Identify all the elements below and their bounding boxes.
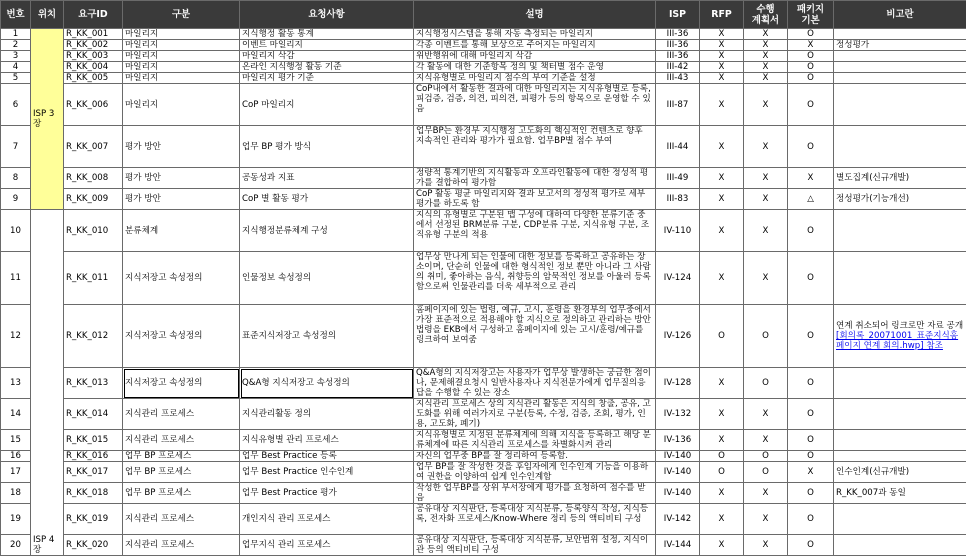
cell-plan[interactable]: X bbox=[744, 84, 788, 126]
table-row bbox=[1, 40, 966, 51]
cell-isp[interactable]: III-87 bbox=[656, 84, 700, 126]
cell-package[interactable]: O bbox=[788, 430, 834, 451]
cell-number[interactable]: 15 bbox=[1, 430, 31, 451]
cell-plan[interactable]: X bbox=[744, 535, 788, 556]
cell-note[interactable] bbox=[834, 535, 966, 556]
cell-category[interactable]: 업무 BP 프로세스 bbox=[123, 451, 240, 462]
header-category[interactable]: 구분 bbox=[123, 1, 240, 29]
cell-plan[interactable]: O bbox=[744, 451, 788, 462]
cell-req-id[interactable]: R_KK_001 bbox=[64, 29, 123, 40]
note-text: 별도집계(신규개발) bbox=[836, 173, 910, 183]
cell-request[interactable]: 이벤트 마일리지 bbox=[240, 40, 414, 51]
cell-rfp[interactable]: X bbox=[700, 368, 744, 399]
cell-req-id[interactable]: R_KK_005 bbox=[64, 73, 123, 84]
cell-isp[interactable]: IV-142 bbox=[656, 504, 700, 535]
cell-isp[interactable]: III-36 bbox=[656, 29, 700, 40]
description-text: 지식유형별로 마일리지 점수의 부여 기준을 설정 bbox=[416, 73, 596, 83]
cell-request[interactable]: 인물정보 속성정의 bbox=[240, 252, 414, 305]
cell-isp[interactable]: IV-110 bbox=[656, 210, 700, 252]
cell-description[interactable] bbox=[414, 168, 656, 189]
cell-package[interactable]: O bbox=[788, 451, 834, 462]
cell-req-id[interactable]: R_KK_011 bbox=[64, 252, 123, 305]
description-text: 업무BP는 환경부 지식행정 고도화의 핵심적인 컨텐츠로 향후 지속적인 관리와 평가가 필요함. 업무BP별 점수 부여 bbox=[416, 126, 643, 146]
cell-package[interactable]: O bbox=[788, 483, 834, 504]
cell-req-id[interactable]: R_KK_017 bbox=[64, 462, 123, 483]
cell-req-id[interactable]: R_KK_020 bbox=[64, 535, 123, 556]
cell-rfp[interactable]: X bbox=[700, 483, 744, 504]
cell-description[interactable] bbox=[414, 210, 656, 252]
cell-number[interactable]: 16 bbox=[1, 451, 31, 462]
cell-package[interactable]: O bbox=[788, 73, 834, 84]
table-row bbox=[1, 504, 966, 535]
cell-category[interactable]: 마일리지 bbox=[123, 84, 240, 126]
cell-request[interactable]: 지식행정분류체계 구성 bbox=[240, 210, 414, 252]
meeting-notes-link[interactable]: [회의록_20071001_표준지식홈페이지 연계 회의.hwp] 참조 bbox=[836, 331, 959, 351]
description-text: 작성한 업무BP를 상위 부서장에게 평가를 요청하여 점수를 받음 bbox=[416, 483, 646, 503]
cell-description[interactable] bbox=[414, 40, 656, 51]
cell-isp[interactable]: IV-140 bbox=[656, 451, 700, 462]
cell-req-id[interactable]: R_KK_003 bbox=[64, 51, 123, 62]
cell-number[interactable]: 11 bbox=[1, 252, 31, 305]
cell-isp[interactable]: III-43 bbox=[656, 73, 700, 84]
cell-number[interactable]: 13 bbox=[1, 368, 31, 399]
note-text: 연계 취소되어 링크로만 자료 공개 bbox=[836, 321, 964, 331]
cell-note[interactable] bbox=[834, 73, 966, 84]
cell-number[interactable]: 12 bbox=[1, 305, 31, 368]
cell-plan[interactable]: O bbox=[744, 305, 788, 368]
table-row bbox=[1, 252, 966, 305]
cell-note[interactable] bbox=[834, 189, 966, 210]
cell-rfp[interactable]: X bbox=[700, 210, 744, 252]
cell-location-isp4[interactable]: ISP 4장 bbox=[31, 210, 64, 556]
cell-note[interactable] bbox=[834, 399, 966, 430]
cell-category[interactable]: 평가 방안 bbox=[123, 168, 240, 189]
cell-description[interactable] bbox=[414, 252, 656, 305]
header-description[interactable]: 설명 bbox=[414, 1, 656, 29]
cell-plan[interactable]: X bbox=[744, 168, 788, 189]
note-text: R_KK_007과 동일 bbox=[836, 488, 906, 498]
header-plan[interactable]: 수행 계획서 bbox=[744, 1, 788, 29]
cell-category[interactable]: 마일리지 bbox=[123, 73, 240, 84]
cell-isp[interactable]: IV-126 bbox=[656, 305, 700, 368]
header-rfp[interactable]: RFP bbox=[700, 1, 744, 29]
cell-request[interactable]: 공동성과 지표 bbox=[240, 168, 414, 189]
description-text: 지식의 유형별로 구분된 맵 구성에 대하여 다양한 분류기준 중에서 선정된 BRM분류 구분, CDP분류 구분, 지식유형 구분, 조직유형 구분의 적용 bbox=[416, 210, 650, 240]
cell-note[interactable] bbox=[834, 210, 966, 252]
cell-package[interactable]: O bbox=[788, 535, 834, 556]
cell-description[interactable] bbox=[414, 189, 656, 210]
cell-note[interactable] bbox=[834, 430, 966, 451]
cell-request[interactable]: 업무 Best Practice 등록 bbox=[240, 451, 414, 462]
cell-number[interactable]: 3 bbox=[1, 51, 31, 62]
cell-number[interactable]: 18 bbox=[1, 483, 31, 504]
description-text: 업무상 만나게 되는 인물에 대한 정보를 등록하고 공유하는 장소이며, 단순히 인물에 대한 형식적인 정보 뿐만 아니라 그 사람의 취미, 좋아하는 음식, 취향등의 암묵적인 정보를 아울러 등록함으로써 인물관리를 더욱 세부적으로 관리 bbox=[416, 252, 651, 292]
cell-req-id[interactable]: R_KK_012 bbox=[64, 305, 123, 368]
note-text: 인수인계(신규개발) bbox=[836, 467, 910, 477]
description-text: 각종 이벤트를 통해 보상으로 주어지는 마일리지 bbox=[416, 40, 596, 50]
cell-category[interactable]: 분류체계 bbox=[123, 210, 240, 252]
cell-category[interactable]: 지식관리 프로세스 bbox=[123, 535, 240, 556]
table-row bbox=[1, 84, 966, 126]
cell-description[interactable] bbox=[414, 126, 656, 168]
cell-number[interactable]: 19 bbox=[1, 504, 31, 535]
cell-req-id[interactable]: R_KK_019 bbox=[64, 504, 123, 535]
cell-package[interactable]: X bbox=[788, 462, 834, 483]
cell-request[interactable]: 업무 BP 평가 방식 bbox=[240, 126, 414, 168]
cell-package[interactable]: O bbox=[788, 305, 834, 368]
cell-category[interactable]: 평가 방안 bbox=[123, 126, 240, 168]
cell-note[interactable] bbox=[834, 305, 966, 368]
description-text: 지식관리 프로세스 상의 지식관리 활동은 지식의 창출, 공유, 고도화를 위해 여러가지로 구분(등록, 수정, 검증, 조회, 평가, 인용, 고도화, 폐기) bbox=[416, 399, 651, 429]
cell-plan[interactable]: X bbox=[744, 40, 788, 51]
cell-description[interactable] bbox=[414, 73, 656, 84]
cell-request[interactable]: 마일리지 삭감 bbox=[240, 51, 414, 62]
cell-category[interactable]: 평가 방안 bbox=[123, 189, 240, 210]
cell-note[interactable] bbox=[834, 29, 966, 40]
cell-note[interactable] bbox=[834, 451, 966, 462]
cell-note[interactable] bbox=[834, 252, 966, 305]
cell-rfp[interactable]: O bbox=[700, 305, 744, 368]
description-text: CoP 활동 평균 마일리지와 결과 보고서의 정성적 평가로 세부 평가를 하도록 함 bbox=[416, 189, 646, 209]
cell-package[interactable]: O bbox=[788, 51, 834, 62]
cell-description[interactable] bbox=[414, 51, 656, 62]
cell-rfp[interactable]: X bbox=[700, 189, 744, 210]
cell-package[interactable]: O bbox=[788, 84, 834, 126]
cell-note[interactable] bbox=[834, 51, 966, 62]
cell-req-id[interactable]: R_KK_018 bbox=[64, 483, 123, 504]
cell-number[interactable]: 14 bbox=[1, 399, 31, 430]
cell-category[interactable]: 업무 BP 프로세스 bbox=[123, 462, 240, 483]
cell-category[interactable]: 마일리지 bbox=[123, 51, 240, 62]
cell-note[interactable] bbox=[834, 483, 966, 504]
table-row bbox=[1, 126, 966, 168]
cell-number[interactable]: 8 bbox=[1, 168, 31, 189]
cell-rfp[interactable]: X bbox=[700, 168, 744, 189]
description-text: Q&A형의 지식저장고는 사용자가 업무상 발생하는 궁금한 점이나, 문제해결요청시 일반사용자나 지식전문가에게 업무질의응답을 수행할 수 있는 장소 bbox=[416, 368, 651, 398]
cell-plan[interactable]: X bbox=[744, 430, 788, 451]
table-row bbox=[1, 51, 966, 62]
cell-request[interactable]: 지식관리활동 정의 bbox=[240, 399, 414, 430]
cell-plan[interactable]: X bbox=[744, 399, 788, 430]
cell-request[interactable]: CoP 별 활동 평가 bbox=[240, 189, 414, 210]
table-row bbox=[1, 62, 966, 73]
cell-description[interactable] bbox=[414, 368, 656, 399]
description-text: 정량적 통계기반의 지식활동과 오프라인활동에 대한 정성적 평가를 결합하여 평가함 bbox=[416, 168, 649, 188]
cell-isp[interactable]: III-42 bbox=[656, 62, 700, 73]
cell-rfp[interactable]: X bbox=[700, 535, 744, 556]
cell-request[interactable]: 업무지식 관리 프로세스 bbox=[240, 535, 414, 556]
description-text: 지식행정시스템을 통해 자동 측정되는 마일리지 bbox=[416, 29, 593, 39]
cell-isp[interactable]: IV-144 bbox=[656, 535, 700, 556]
description-text: 홈페이지에 있는 법령, 예규, 고시, 훈령을 환경부의 업무중에서 가장 표준적으로 적용해야 할 지식으로 정의하고 관리하는 방안 법령을 EKB에서 구성하고 홈페이지에 있는 고시/훈령/예규를 링크하여 보여줌 bbox=[416, 305, 651, 345]
cell-req-id[interactable]: R_KK_013 bbox=[64, 368, 123, 399]
note-text: 정성평가 bbox=[836, 40, 870, 50]
cell-category[interactable]: 업무 BP 프로세스 bbox=[123, 483, 240, 504]
cell-category[interactable]: 지식관리 프로세스 bbox=[123, 399, 240, 430]
cell-plan[interactable]: X bbox=[744, 210, 788, 252]
cell-description[interactable] bbox=[414, 430, 656, 451]
description-text: 업무 BP를 잘 작성한 것을 후임자에게 인수인계 기능을 이용하여 권한을 이양하여 쉽게 인수인계함 bbox=[416, 462, 649, 482]
table-row bbox=[1, 73, 966, 84]
cell-note[interactable] bbox=[834, 62, 966, 73]
cell-category[interactable]: 지식관리 프로세스 bbox=[123, 504, 240, 535]
cell-request[interactable]: 개인지식 관리 프로세스 bbox=[240, 504, 414, 535]
cell-note[interactable] bbox=[834, 40, 966, 51]
table-row bbox=[1, 368, 966, 399]
cell-description[interactable] bbox=[414, 62, 656, 73]
cell-package[interactable]: O bbox=[788, 210, 834, 252]
cell-number[interactable]: 2 bbox=[1, 40, 31, 51]
cell-plan[interactable]: O bbox=[744, 368, 788, 399]
cell-rfp[interactable]: X bbox=[700, 73, 744, 84]
cell-description[interactable] bbox=[414, 451, 656, 462]
table-row bbox=[1, 483, 966, 504]
cell-note[interactable] bbox=[834, 168, 966, 189]
cell-isp[interactable]: III-83 bbox=[656, 189, 700, 210]
cell-note[interactable] bbox=[834, 84, 966, 126]
cell-package[interactable]: O bbox=[788, 368, 834, 399]
cell-req-id[interactable]: R_KK_007 bbox=[64, 126, 123, 168]
cell-description[interactable] bbox=[414, 535, 656, 556]
cell-plan[interactable]: O bbox=[744, 462, 788, 483]
description-text: 공유대상 지식판단, 등록대상 지식분류, 보안범위 설정, 지식이관 등의 액티비티 구성 bbox=[416, 535, 649, 555]
cell-category[interactable]: 지식관리 프로세스 bbox=[123, 430, 240, 451]
note-text: 정성평가(기능개선) bbox=[836, 194, 910, 204]
cell-req-id[interactable]: R_KK_004 bbox=[64, 62, 123, 73]
cell-category[interactable]: 지식저장고 속성정의 bbox=[123, 368, 240, 399]
cell-note[interactable] bbox=[834, 368, 966, 399]
cell-request[interactable]: CoP 마일리지 bbox=[240, 84, 414, 126]
cell-rfp[interactable]: X bbox=[700, 51, 744, 62]
cell-description[interactable] bbox=[414, 29, 656, 40]
header-location[interactable]: 위치 bbox=[31, 1, 64, 29]
cell-rfp[interactable]: X bbox=[700, 29, 744, 40]
cell-isp[interactable]: IV-136 bbox=[656, 430, 700, 451]
cell-req-id[interactable]: R_KK_010 bbox=[64, 210, 123, 252]
cell-note[interactable] bbox=[834, 126, 966, 168]
cell-description[interactable] bbox=[414, 305, 656, 368]
cell-request[interactable]: 지식유형별 관리 프로세스 bbox=[240, 430, 414, 451]
cell-description[interactable] bbox=[414, 504, 656, 535]
cell-package[interactable]: △ bbox=[788, 189, 834, 210]
cell-req-id[interactable]: R_KK_008 bbox=[64, 168, 123, 189]
cell-note[interactable] bbox=[834, 504, 966, 535]
cell-description[interactable] bbox=[414, 483, 656, 504]
cell-req-id[interactable]: R_KK_015 bbox=[64, 430, 123, 451]
cell-request[interactable]: 표준지식저장고 속성정의 bbox=[240, 305, 414, 368]
cell-number[interactable]: 17 bbox=[1, 462, 31, 483]
cell-isp[interactable]: IV-132 bbox=[656, 399, 700, 430]
cell-req-id[interactable]: R_KK_006 bbox=[64, 84, 123, 126]
cell-rfp[interactable]: X bbox=[700, 504, 744, 535]
cell-plan[interactable]: X bbox=[744, 252, 788, 305]
cell-isp[interactable]: III-36 bbox=[656, 40, 700, 51]
cell-isp[interactable]: III-49 bbox=[656, 168, 700, 189]
cell-rfp[interactable]: O bbox=[700, 451, 744, 462]
cell-plan[interactable]: X bbox=[744, 73, 788, 84]
cell-plan[interactable]: X bbox=[744, 504, 788, 535]
cell-note[interactable] bbox=[834, 462, 966, 483]
header-request[interactable]: 요청사항 bbox=[240, 1, 414, 29]
header-row bbox=[1, 1, 966, 29]
cell-rfp[interactable]: X bbox=[700, 252, 744, 305]
cell-request[interactable]: 지식행정 활동 통계 bbox=[240, 29, 414, 40]
cell-description[interactable] bbox=[414, 399, 656, 430]
cell-description[interactable] bbox=[414, 84, 656, 126]
cell-category[interactable]: 지식저장고 속성정의 bbox=[123, 252, 240, 305]
description-text: 지식유형별로 지정된 분류체계에 의해 지식을 등록하고 해당 분류체계에 따른 지식관리 프로세스를 차별화시켜 관리 bbox=[416, 430, 651, 450]
cell-isp[interactable]: IV-140 bbox=[656, 462, 700, 483]
table-row bbox=[1, 168, 966, 189]
cell-isp[interactable]: III-36 bbox=[656, 51, 700, 62]
header-note[interactable]: 비고란 bbox=[834, 1, 966, 29]
cell-number[interactable]: 1 bbox=[1, 29, 31, 40]
cell-category[interactable]: 마일리지 bbox=[123, 62, 240, 73]
header-req-id[interactable]: 요구ID bbox=[64, 1, 123, 29]
cell-package[interactable]: O bbox=[788, 252, 834, 305]
cell-plan[interactable]: X bbox=[744, 189, 788, 210]
table-row bbox=[1, 210, 966, 252]
cell-location-isp3[interactable]: ISP 3장 bbox=[31, 29, 64, 210]
cell-plan[interactable]: X bbox=[744, 483, 788, 504]
table-row bbox=[1, 189, 966, 210]
table-row bbox=[1, 305, 966, 368]
cell-number[interactable]: 5 bbox=[1, 73, 31, 84]
cell-category[interactable]: 마일리지 bbox=[123, 40, 240, 51]
cell-plan[interactable]: X bbox=[744, 51, 788, 62]
table-row bbox=[1, 29, 966, 40]
cell-req-id[interactable]: R_KK_014 bbox=[64, 399, 123, 430]
cell-isp[interactable]: III-44 bbox=[656, 126, 700, 168]
cell-req-id[interactable]: R_KK_016 bbox=[64, 451, 123, 462]
cell-package[interactable]: O bbox=[788, 126, 834, 168]
cell-package[interactable]: X bbox=[788, 40, 834, 51]
table-row bbox=[1, 399, 966, 430]
header-number[interactable]: 번호 bbox=[1, 1, 31, 29]
cell-rfp[interactable]: O bbox=[700, 462, 744, 483]
cell-number[interactable]: 6 bbox=[1, 84, 31, 126]
cell-rfp[interactable]: X bbox=[700, 126, 744, 168]
cell-request[interactable]: 온라인 지식행정 활동 기준 bbox=[240, 62, 414, 73]
cell-package[interactable]: O bbox=[788, 29, 834, 40]
table-row bbox=[1, 430, 966, 451]
cell-number[interactable]: 20 bbox=[1, 535, 31, 556]
cell-package[interactable]: O bbox=[788, 62, 834, 73]
description-text: 공유대상 지식판단, 등록대상 지식분류, 등록양식 작성, 지식등록, 전자화 프로세스/Know-Where 정리 등의 액티비티 구성 bbox=[416, 504, 649, 524]
description-text: 위반행위에 대해 마일리지 삭감 bbox=[416, 51, 533, 61]
description-text: 자신의 업무중 BP를 잘 정리하여 등록함. bbox=[416, 451, 568, 461]
cell-number[interactable]: 9 bbox=[1, 189, 31, 210]
header-package[interactable]: 패키지 기본 bbox=[788, 1, 834, 29]
cell-category[interactable]: 지식저장고 속성정의 bbox=[123, 305, 240, 368]
cell-package[interactable]: X bbox=[788, 168, 834, 189]
cell-plan[interactable]: X bbox=[744, 126, 788, 168]
cell-request[interactable]: 마일리지 평가 기준 bbox=[240, 73, 414, 84]
header-isp[interactable]: ISP bbox=[656, 1, 700, 29]
cell-request[interactable]: 업무 Best Practice 평가 bbox=[240, 483, 414, 504]
cell-description[interactable] bbox=[414, 462, 656, 483]
description-text: CoP내에서 활동한 결과에 대한 마일리지는 지식유형별로 등록, 피검증, 검증, 의견, 피의견, 피평가 등의 항목으로 운영할 수 있음 bbox=[416, 84, 651, 114]
cell-category[interactable]: 마일리지 bbox=[123, 29, 240, 40]
cell-plan[interactable]: X bbox=[744, 62, 788, 73]
table-row bbox=[1, 535, 966, 556]
cell-request[interactable]: 업무 Best Practice 인수인계 bbox=[240, 462, 414, 483]
cell-isp[interactable]: IV-124 bbox=[656, 252, 700, 305]
cell-rfp[interactable]: X bbox=[700, 84, 744, 126]
cell-package[interactable]: O bbox=[788, 504, 834, 535]
cell-isp[interactable]: IV-140 bbox=[656, 483, 700, 504]
cell-req-id[interactable]: R_KK_002 bbox=[64, 40, 123, 51]
cell-rfp[interactable]: X bbox=[700, 40, 744, 51]
cell-req-id[interactable]: R_KK_009 bbox=[64, 189, 123, 210]
cell-isp[interactable]: IV-128 bbox=[656, 368, 700, 399]
table-row bbox=[1, 451, 966, 462]
cell-number[interactable]: 10 bbox=[1, 210, 31, 252]
cell-number[interactable]: 4 bbox=[1, 62, 31, 73]
cell-rfp[interactable]: X bbox=[700, 430, 744, 451]
table-row bbox=[1, 462, 966, 483]
cell-number[interactable]: 7 bbox=[1, 126, 31, 168]
cell-request[interactable]: Q&A형 지식저장고 속성정의 bbox=[240, 368, 414, 399]
cell-package[interactable]: O bbox=[788, 399, 834, 430]
cell-rfp[interactable]: X bbox=[700, 399, 744, 430]
cell-plan[interactable]: X bbox=[744, 29, 788, 40]
cell-rfp[interactable]: X bbox=[700, 62, 744, 73]
description-text: 각 활동에 대한 기준항목 정의 및 책터별 점수 운영 bbox=[416, 62, 604, 72]
